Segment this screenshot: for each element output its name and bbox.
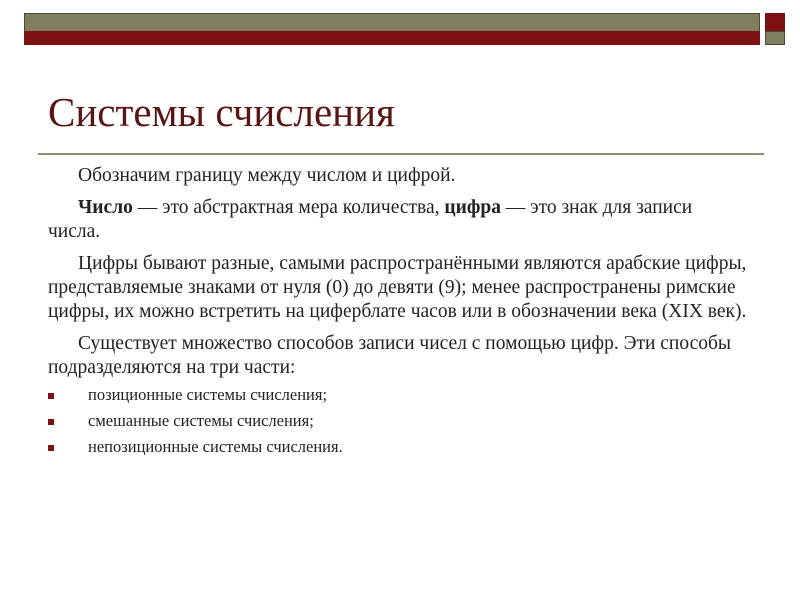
bullet-square-icon [48, 393, 54, 399]
paragraph-methods: Существует множество способов записи чисел с помощью цифр. Эти способы подразделяются на три части: [48, 333, 732, 378]
title-divider [38, 153, 764, 155]
list-item [48, 434, 748, 460]
header-bar-olive [24, 13, 760, 32]
corner-square-olive [765, 31, 785, 45]
list-item-text: непозиционные системы счисления. [88, 437, 343, 456]
slide-body [48, 164, 748, 460]
list-item-text: смешанные системы счисления; [88, 411, 314, 430]
list-item [48, 408, 748, 434]
bullet-square-icon [48, 419, 54, 425]
slide-title: Системы счисления [48, 89, 395, 135]
definition-number: — это абстрактная мера количества, [132, 197, 445, 218]
definition-digit: — это знак для записи числа. [48, 197, 693, 242]
term-number: Число [78, 197, 133, 218]
bullet-list [48, 382, 748, 460]
paragraph-digits: Цифры бывают разные, самыми распространёнными являются арабские цифры, представляемые знаками от нуля (0) до девяти (9); менее распространены римские цифры, их можно встретить на циферблате часов или в обозначении века (XIX век). [48, 253, 747, 322]
paragraph-definitions [48, 196, 748, 244]
corner-square-red [765, 13, 785, 33]
list-item-text: позиционные системы счисления; [88, 385, 328, 404]
paragraph-intro: Обозначим границу между числом и цифрой. [78, 165, 456, 186]
term-digit: цифра [444, 197, 501, 218]
header-bar-red [24, 31, 760, 45]
list-item [48, 382, 748, 408]
bullet-square-icon [48, 445, 54, 451]
